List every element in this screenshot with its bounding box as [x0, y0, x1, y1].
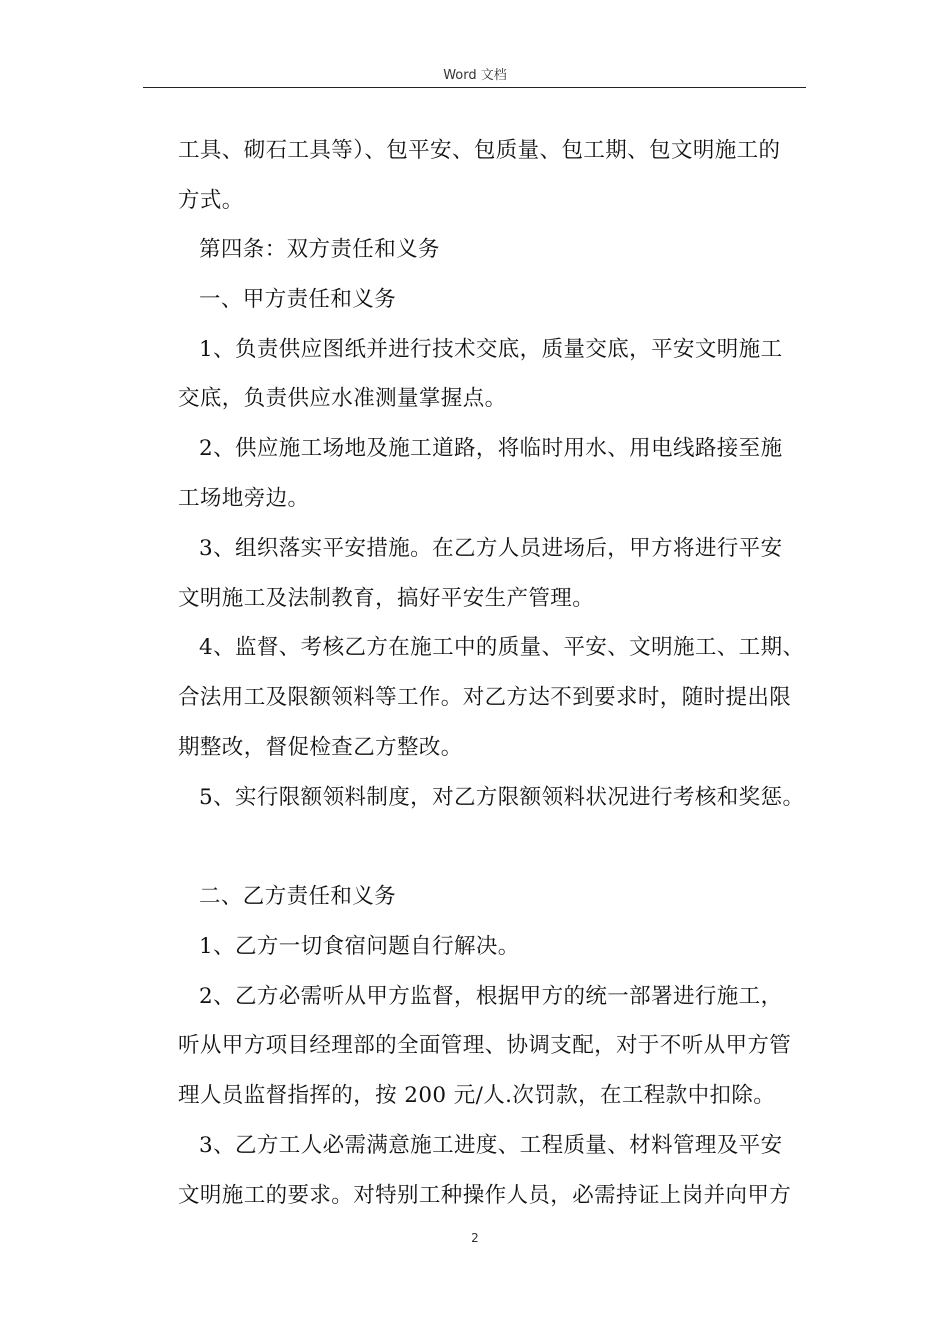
section-heading: 二、乙方责任和义务	[199, 884, 397, 909]
body-line: 方式。	[178, 188, 244, 213]
article-heading: 第四条：双方责任和义务	[199, 237, 440, 262]
body-line: 3、组织落实平安措施。在乙方人员进场后，甲方将进行平安	[199, 536, 783, 561]
body-line: 理人员监督指挥的，按 200 元/人.次罚款，在工程款中扣除。	[178, 1083, 776, 1108]
body-line: 期整改，督促检查乙方整改。	[178, 735, 463, 760]
body-line: 1、乙方一切食宿问题自行解决。	[199, 934, 520, 959]
page-number: 2	[471, 1231, 479, 1245]
body-line: 3、乙方工人必需满意施工进度、工程质量、材料管理及平安	[199, 1133, 783, 1158]
section-heading: 一、甲方责任和义务	[199, 287, 397, 312]
body-line: 工场地旁边。	[178, 486, 310, 511]
body-line: 文明施工及法制教育，搞好平安生产管理。	[178, 586, 595, 611]
header-title: Word 文档	[443, 68, 507, 83]
body-line: 合法用工及限额领料等工作。对乙方达不到要求时，随时提出限	[178, 685, 792, 710]
header-divider	[143, 87, 806, 88]
body-line: 工具、砌石工具等）、包平安、包质量、包工期、包文明施工的	[178, 138, 781, 163]
body-line: 文明施工的要求。对特别工种操作人员，必需持证上岗并向甲方	[178, 1183, 792, 1208]
body-line: 1、负责供应图纸并进行技术交底，质量交底，平安文明施工	[199, 337, 783, 362]
body-line: 5、实行限额领料制度，对乙方限额领料状况进行考核和奖惩。	[199, 785, 805, 810]
body-line: 交底，负责供应水准测量掌握点。	[178, 386, 507, 411]
body-line: 4、监督、考核乙方在施工中的质量、平安、文明施工、工期、	[199, 635, 805, 660]
body-line: 2、供应施工场地及施工道路，将临时用水、用电线路接至施	[199, 436, 783, 461]
body-line: 2、乙方必需听从甲方监督，根据甲方的统一部署进行施工，	[199, 984, 783, 1009]
body-line: 听从甲方项目经理部的全面管理、协调支配，对于不听从甲方管	[178, 1033, 792, 1058]
